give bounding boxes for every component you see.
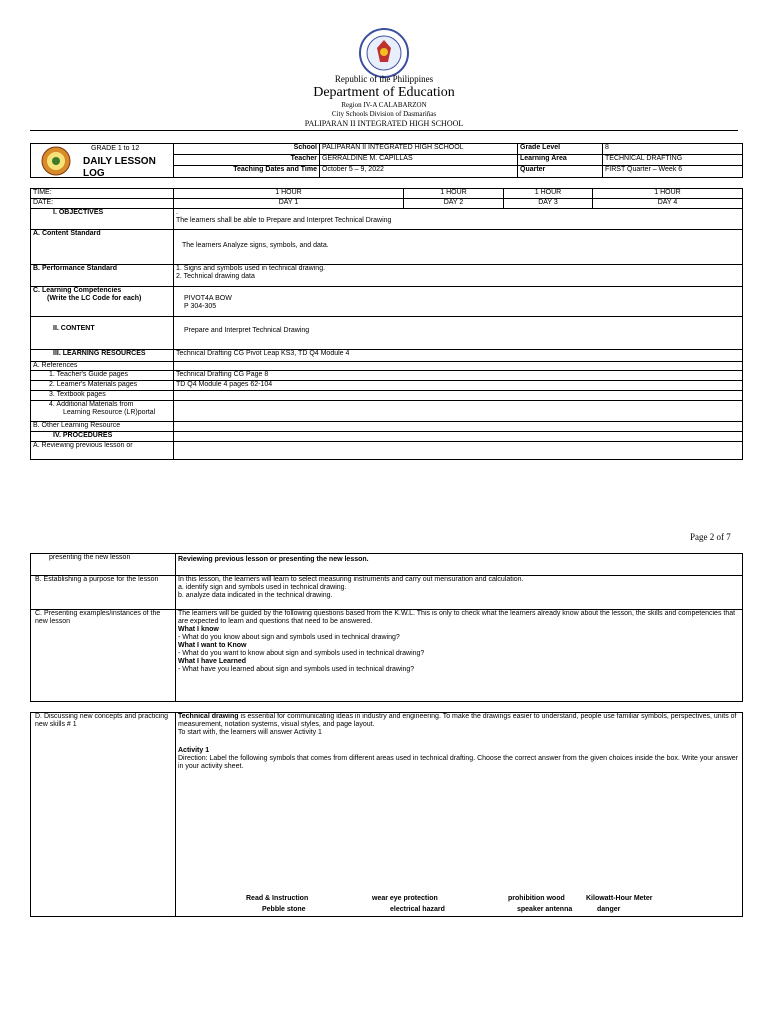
choice-1: Read & Instruction (246, 895, 309, 902)
deped-seal (359, 28, 409, 78)
choice-3: prohibition wood (508, 895, 565, 902)
teachers-guide-text: Technical Drafting CG Page 8 (174, 371, 743, 381)
additional-materials-sublabel: Learning Resource (LR)portal (63, 409, 156, 417)
dates-value: October 5 – 9, 2022 (320, 166, 518, 178)
day1: DAY 1 (174, 199, 404, 209)
purpose-label: B. Establishing a purpose for the lesson (31, 576, 176, 610)
purpose-line3: b. analyze data indicated in the technical drawing. (178, 592, 333, 600)
objectives-text: The learners shall be able to Prepare and Interpret Technical Drawing (176, 217, 392, 225)
textbook-label: 3. Textbook pages (31, 391, 174, 401)
teacher-label: Teacher (174, 155, 320, 166)
dll-title-cell (31, 144, 174, 178)
dll-header-table (30, 143, 743, 178)
header-rule (30, 130, 738, 131)
performance-standard-label: B. Performance Standard (31, 265, 174, 287)
competencies-value2: P 304-305 (184, 303, 217, 311)
time-day1: 1 HOUR (174, 189, 404, 199)
choice-6: electrical hazard (390, 906, 445, 913)
date-label: DATE: (31, 199, 174, 209)
time-label: TIME: (31, 189, 174, 199)
dll-title: DAILY LESSON LOG (83, 156, 156, 178)
purpose-line1: In this lesson, the learners will learn to select measuring instruments and carry out mensuration and calculation. (178, 576, 524, 583)
quarter-value: FIRST Quarter – Week 6 (603, 166, 743, 178)
school-label: School (174, 144, 320, 155)
school-line: PALIPARAN II INTEGRATED HIGH SCHOOL (304, 119, 464, 128)
choice-7: speaker antenna (517, 906, 573, 913)
procedures-label: IV. PROCEDURES (31, 432, 174, 442)
content-text: Prepare and Interpret Technical Drawing (174, 317, 743, 350)
activity-direction: Direction: Label the following symbols that comes from different areas used in technical drafting. Choose the correct answer from the given choices inside the box. Write your answer in your activity sheet. (178, 755, 739, 771)
time-day4: 1 HOUR (593, 189, 743, 199)
page-number: Page 2 of 7 (690, 532, 731, 542)
what-i-learned-question: - What have you learned about sign and symbols used in technical drawing? (178, 666, 415, 674)
what-i-know-heading: What I know (178, 626, 219, 634)
resources-label: III. LEARNING RESOURCES (31, 350, 174, 362)
choice-4: Kilowatt-Hour Meter (586, 895, 653, 902)
grade-label: Grade Level (518, 144, 603, 155)
discuss-label: D. Discussing new concepts and practicing new skills # 1 (31, 713, 176, 917)
what-i-learned-heading: What I have Learned (178, 658, 247, 666)
day2: DAY 2 (404, 199, 504, 209)
discuss-text: is essential for communicating ideas in industry and engineering. To make the drawings easier to understand, people use familiar symbols, perspectives, units of measurement, notation systems, visual styles, and page layout. (178, 713, 737, 729)
dates-label: Teaching Dates and Time (174, 166, 320, 178)
perf-std-item1: 1. Signs and symbols used in technical drawing. (176, 265, 326, 272)
time-day3b: 1 HOUR (504, 189, 593, 199)
perf-std-item2: 2. Technical drawing data (176, 273, 255, 281)
choice-2: wear eye protection (372, 895, 438, 902)
resources-text: Technical Drafting CG Pivot Leap KS3, TD Q4 Module 4 (174, 350, 743, 362)
activity-heading: Activity 1 (178, 747, 210, 755)
content-standard-label: A. Content Standard (31, 230, 174, 265)
quarter-label: Quarter (518, 166, 603, 178)
presenting-text: Reviewing previous lesson or presenting the new lesson. (176, 554, 743, 576)
school-logo (41, 146, 71, 176)
purpose-line2: a. identify sign and symbols used in technical drawing. (178, 584, 347, 592)
references-label: A. References (31, 362, 174, 371)
division-line: City Schools Division of Dasmariñas (331, 110, 437, 118)
objectives-dot: . (176, 209, 178, 216)
school-value: PALIPARAN II INTEGRATED HIGH SCHOOL (320, 144, 518, 155)
content-standard-text: The learners Analyze signs, symbols, and data. (174, 230, 743, 265)
competencies-label: C. Learning Competencies (33, 287, 122, 294)
discuss-instruction: To start with, the learners will answer Activity 1 (178, 729, 322, 737)
grade-range: GRADE 1 to 12 (91, 145, 140, 152)
choice-8: danger (597, 906, 621, 913)
region-line: Region IV-A CALABARZON (341, 101, 427, 109)
time-day2: 1 HOUR (404, 189, 504, 199)
additional-materials-label: 4. Additional Materials from (49, 401, 134, 409)
department-title: Department of Education (313, 85, 455, 100)
competencies-sublabel: (Write the LC Code for each) (47, 295, 142, 303)
what-i-want-question: - What do you want to know about sign and symbols used in technical drawing? (178, 650, 425, 658)
learners-materials-text: TD Q4 Module 4 pages 62-104 (174, 381, 743, 391)
objectives-label: I. OBJECTIVES (31, 209, 174, 230)
republic-line: Republic of the Philippines (334, 74, 434, 84)
procedures-table-1 (30, 553, 743, 702)
choice-5: Pebble stone (262, 906, 306, 913)
learners-materials-label: 2. Learner's Materials pages (31, 381, 174, 391)
competencies-value1: PIVOT4A BOW (184, 295, 232, 302)
area-value: TECHNICAL DRAFTING (603, 155, 743, 166)
what-i-want-heading: What I want to Know (178, 642, 247, 650)
grade-value: 8 (603, 144, 743, 155)
area-label: Learning Area (518, 155, 603, 166)
procedures-table-2 (30, 712, 743, 917)
presenting-label: presenting the new lesson (31, 554, 176, 576)
technical-drawing-term: Technical drawing (178, 713, 239, 720)
examples-intro: The learners will be guided by the following questions based from the K.W.L. This is only to check what the learners already know about the lesson, the skills and competencies that are expected to learn and questions that need to be answered. (178, 610, 736, 626)
other-resource-label: B. Other Learning Resource (31, 422, 174, 432)
examples-label: C. Presenting examples/instances of the new lesson (31, 610, 176, 702)
content-label: II. CONTENT (31, 317, 174, 350)
lesson-plan-table (30, 188, 743, 460)
what-i-know-question: - What do you know about sign and symbols used in technical drawing? (178, 634, 400, 642)
day3: DAY 3 (504, 199, 593, 209)
teacher-value: GERRALDINE M. CAPILLAS (320, 155, 518, 166)
review-label: A. Reviewing previous lesson or (31, 442, 174, 460)
day4: DAY 4 (593, 199, 743, 209)
teachers-guide-label: 1. Teacher's Guide pages (31, 371, 174, 381)
